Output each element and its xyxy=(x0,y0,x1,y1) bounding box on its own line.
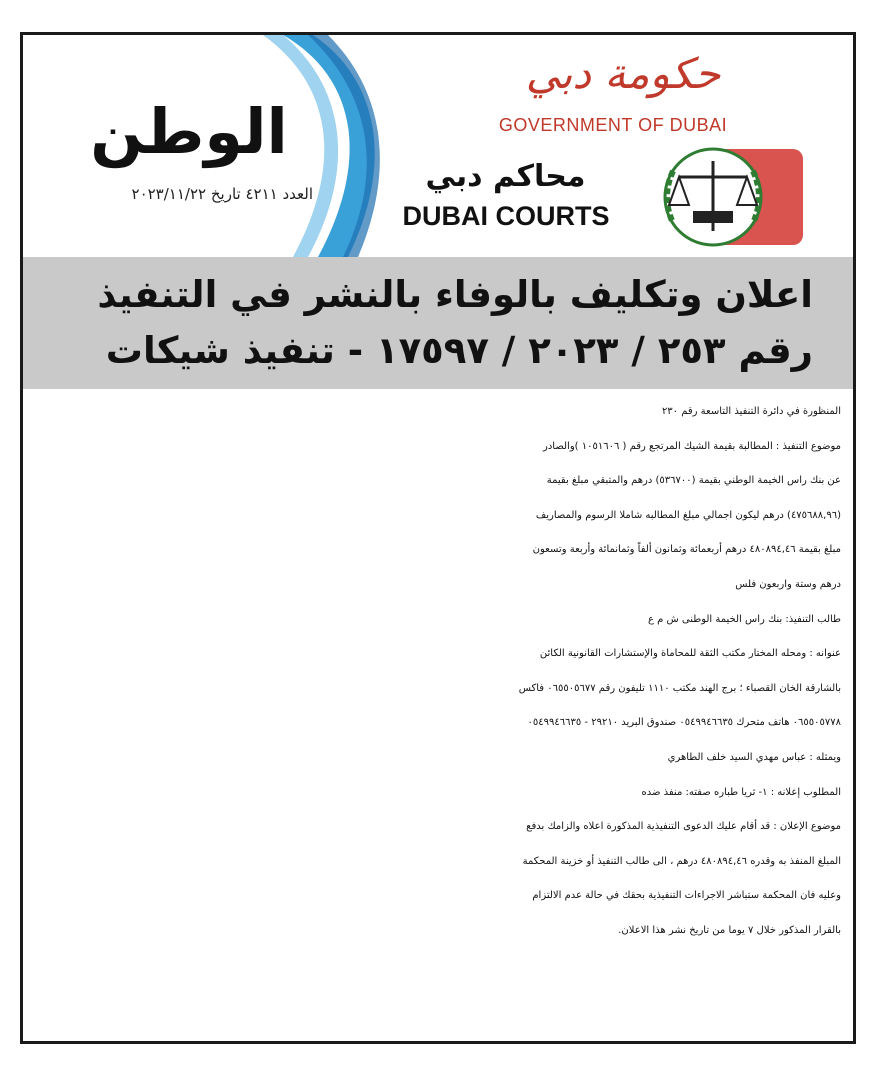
body-line: ٠٦٥٥٠٥٧٧٨ هاتف متحرك ٠٥٤٩٩٤٦٦٣٥ صندوق البريد ٢٩٢١٠ - ٠٥٤٩٩٤٦٦٣٥ xyxy=(527,717,841,729)
courts-name-arabic: محاكم دبي xyxy=(425,159,586,194)
title-line-1: اعلان وتكليف بالوفاء بالنشر في التنفيذ xyxy=(97,273,813,316)
body-line: المنظورة في دائرة التنفيذ التاسعة رقم ٢٣٠ xyxy=(661,406,841,417)
courts-name-english: DUBAI COURTS xyxy=(402,201,610,231)
body-line: عن بنك راس الخيمة الوطني بقيمة (٥٣٦٧٠٠) درهم والمتبقي مبلغ بقيمة xyxy=(546,475,841,487)
body-line: بالقرار المذكور خلال ٧ يوما من تاريخ نشر هذا الاعلان. xyxy=(618,924,841,936)
dubai-courts-emblem-icon xyxy=(621,141,803,249)
announcement-frame xyxy=(20,32,856,1044)
body-line: بالشارقة الخان القصباء ؛ برج الهند مكتب ١١١٠ تليفون رقم ٠٦٥٥٠٥٦٧٧ فاكس xyxy=(518,682,841,694)
body-line: موضوع الإعلان : قد أقام عليك الدعوى التنفيذية المذكورة اعلاه والزامك بدفع xyxy=(526,821,841,833)
title-line-2: رقم ٢٥٣ / ٢٠٢٣ / ١٧٥٩٧ - تنفيذ شيكات xyxy=(105,329,813,372)
government-logo-english: GOVERNMENT OF DUBAI xyxy=(498,115,728,135)
body-line: عنوانه : ومحله المختار مكتب الثقة للمحاماة والإستشارات القانونية الكائن xyxy=(539,648,841,660)
body-line: المبلغ المنفذ به وقدره ٤٨٠٨٩٤,٤٦ درهم ، الى طالب التنفيذ أو خزينة المحكمة xyxy=(522,855,841,867)
body-line: وعليه فان المحكمة ستباشر الاجراءات التنفيذية بحقك في حالة عدم الالتزام xyxy=(532,890,841,902)
issue-number-date: العدد ٤٢١١ تاريخ ٢٠٢٣/١١/٢٢ xyxy=(131,185,313,203)
body-line: موضوع التنفيذ : المطالبة بقيمة الشيك المرتجع رقم ( ١٠٥١٦٠٦ )والصادر xyxy=(543,440,841,452)
body-line: درهم وستة واربعون فلس xyxy=(735,578,841,590)
announcement-body xyxy=(29,395,841,949)
body-line: المطلوب إعلانه : ١- ثريا طباره صفته: منفذ ضده xyxy=(641,786,841,798)
announcement-title xyxy=(23,257,853,389)
body-line: طالب التنفيذ: بنك راس الخيمة الوطنى ش م ع xyxy=(647,613,841,625)
body-line: (٤٧٥٦٨٨,٩٦) درهم ليكون اجمالي مبلغ المطالبه شاملا الرسوم والمصاريف xyxy=(535,509,841,521)
body-line: ويمثله : عباس مهدي السيد خلف الطاهري xyxy=(667,751,841,763)
body-line: مبلغ بقيمة ٤٨٠٨٩٤,٤٦ درهم أربعمائة وثمانون ألفاً وثمانمائة وأربعة وتسعون xyxy=(532,544,841,556)
newspaper-logo: الوطن xyxy=(90,95,288,168)
government-logo-arabic: حكومة دبي xyxy=(525,49,721,98)
header xyxy=(23,35,853,257)
